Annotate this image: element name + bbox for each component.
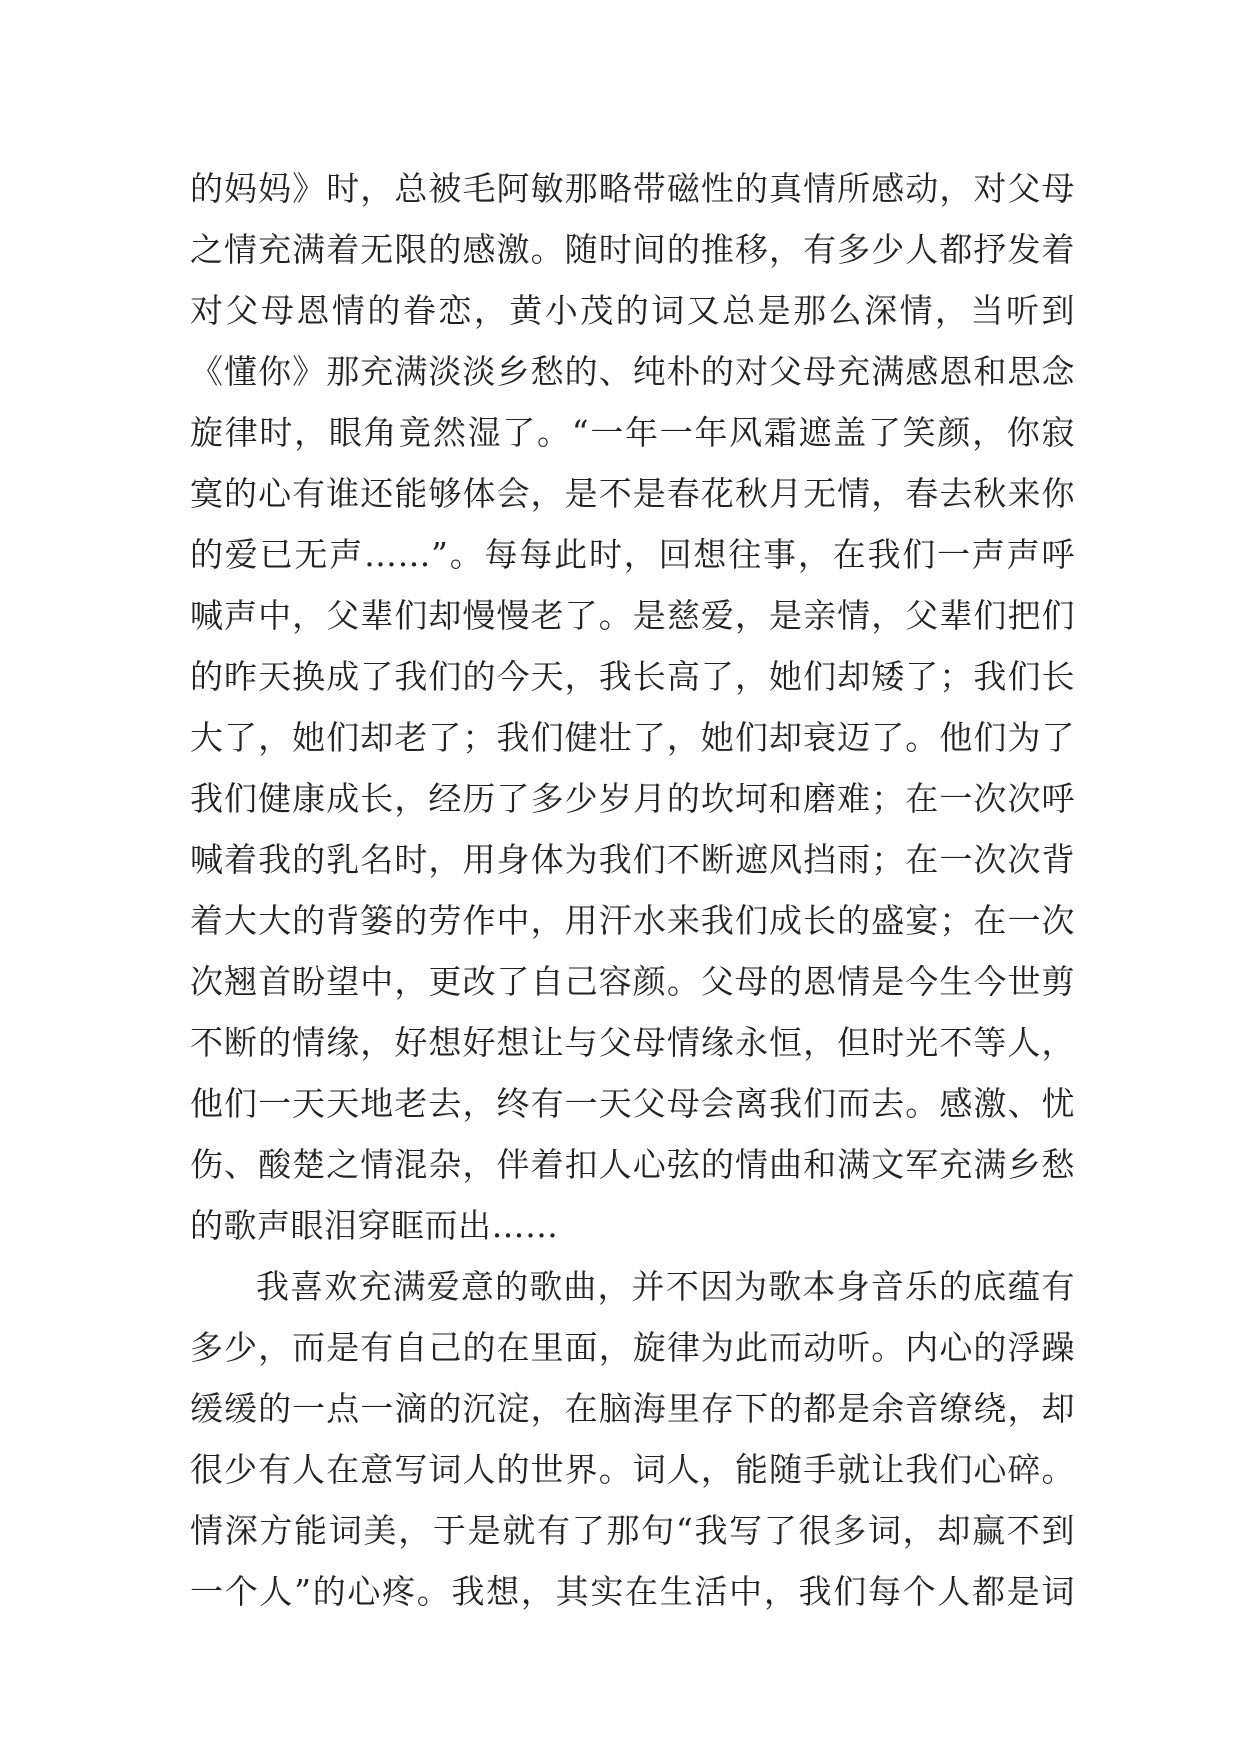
text-line: 对父母恩情的眷恋，黄小茂的词又总是那么深情，当听到: [190, 291, 1075, 330]
text-line: 不断的情缘，好想好想让与父母情缘永恒，但时光不等人，: [190, 1023, 1075, 1062]
text-line: 情深方能词美，于是就有了那句“我写了很多词，却赢不到: [190, 1511, 1075, 1550]
body-text: [190, 158, 1075, 1622]
paragraph-1: [190, 158, 1075, 1256]
text-line: 的爱已无声……”。每每此时，回想往事，在我们一声声呼: [190, 535, 1075, 574]
text-line: 之情充满着无限的感激。随时间的推移，有多少人都抒发着: [190, 230, 1075, 269]
text-line: 的歌声眼泪穿眶而出……: [190, 1206, 559, 1245]
text-line: 《懂你》那充满淡淡乡愁的、纯朴的对父母充满感恩和思念: [190, 352, 1075, 391]
text-line: 寞的心有谁还能够体会，是不是春花秋月无情，春去秋来你: [190, 474, 1075, 513]
text-line: 多少，而是有自己的在里面，旋律为此而动听。内心的浮躁: [190, 1328, 1075, 1367]
text-line: 的妈妈》时，总被毛阿敏那略带磁性的真情所感动，对父母: [190, 169, 1075, 208]
text-line: 一个人”的心疼。我想，其实在生活中，我们每个人都是词: [190, 1572, 1075, 1611]
text-line: 他们一天天地老去，终有一天父母会离我们而去。感激、忧: [190, 1084, 1075, 1123]
text-line: 我们健康成长，经历了多少岁月的坎坷和磨难；在一次次呼: [190, 779, 1075, 818]
text-line: 喊着我的乳名时，用身体为我们不断遮风挡雨；在一次次背: [190, 840, 1075, 879]
text-line: 旋律时，眼角竟然湿了。“一年一年风霜遮盖了笑颜，你寂: [190, 413, 1075, 452]
text-line: 大了，她们却老了；我们健壮了，她们却衰迈了。他们为了: [190, 718, 1075, 757]
text-line: 喊声中，父辈们却慢慢老了。是慈爱，是亲情，父辈们把们: [190, 596, 1075, 635]
text-line: 缓缓的一点一滴的沉淀，在脑海里存下的都是余音缭绕，却: [190, 1389, 1075, 1428]
text-line: 着大大的背篓的劳作中，用汗水来我们成长的盛宴；在一次: [190, 901, 1075, 940]
paragraph-2: [190, 1256, 1075, 1622]
text-line: 次翘首盼望中，更改了自己容颜。父母的恩情是今生今世剪: [190, 962, 1075, 1001]
text-line: 的昨天换成了我们的今天，我长高了，她们却矮了；我们长: [190, 657, 1075, 696]
text-line: 很少有人在意写词人的世界。词人，能随手就让我们心碎。: [190, 1450, 1075, 1489]
text-line: 伤、酸楚之情混杂，伴着扣人心弦的情曲和满文军充满乡愁: [190, 1145, 1075, 1184]
text-line: 我喜欢充满爱意的歌曲，并不因为歌本身音乐的底蕴有: [256, 1267, 1075, 1306]
